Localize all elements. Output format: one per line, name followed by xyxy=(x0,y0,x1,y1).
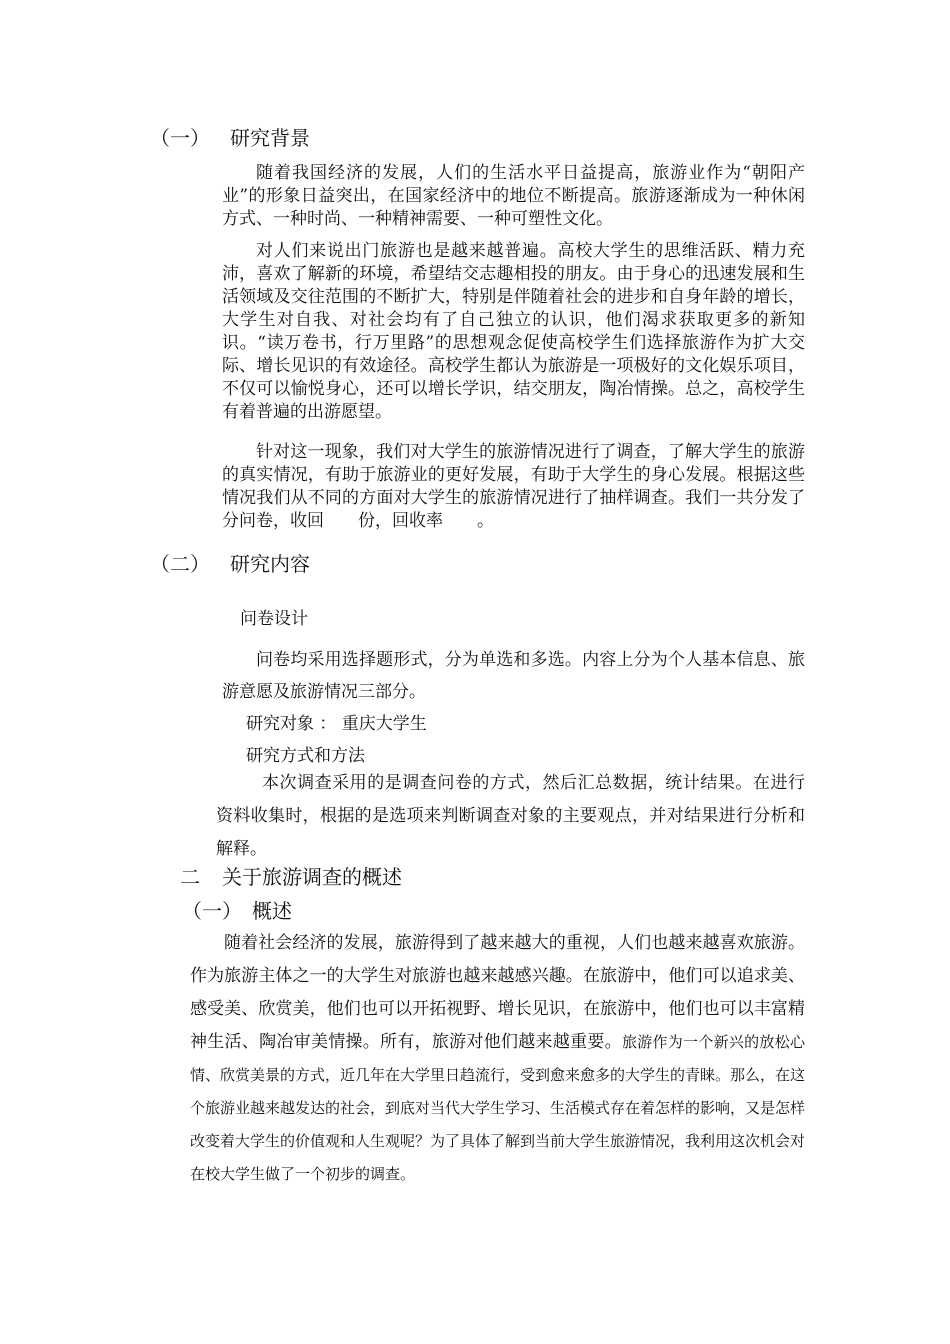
research-object: 研究对象 ： 重庆大学生 xyxy=(246,714,427,734)
section-number: （一） xyxy=(150,126,210,150)
section-heading-background xyxy=(150,122,310,151)
section-number: （一） xyxy=(182,899,242,923)
section-title: 研究内容 xyxy=(230,552,310,576)
paragraph-background-2: 对人们来说出门旅游也是越来越普遍。高校大学生的思维活跃、精力充沛，喜欢了解新的环境，希望结交志趣相投的朋友。由于身心的迅速发展和生活领域及交往范围的不断扩大，特别是伴随着社会的进步和自身年龄的增长，大学生对自我、对社会均有了自己独立的认识，他们渴求获取更多的新知识。“读万卷书，行万里路”的思想观念促使高校学生们选择旅游作为扩大交际、增长见识的有效途径。高校学生都认为旅游是一项极好的文化娱乐项目，不仅可以愉悦身心，还可以增长学识，结交朋友，陶冶情操。总之，高校学生有着普遍的出游愿望。 xyxy=(222,241,805,422)
section-title: 概述 xyxy=(252,899,292,923)
paragraph-questionnaire-design: 问卷均采用选择题形式，分为单选和多选。内容上分为个人基本信息、旅游意愿及旅游情况三部分。 xyxy=(222,650,805,702)
part-title: 关于旅游调查的概述 xyxy=(222,865,402,889)
paragraph-research-method: 本次调查采用的是调查问卷的方式，然后汇总数据，统计结果。在进行资料收集时，根据的是选项来判断调查对象的主要观点，并对结果进行分析和解释。 xyxy=(216,773,805,859)
subheading-research-method: 研究方式和方法 xyxy=(246,746,365,766)
section-number: （二） xyxy=(150,552,210,576)
section-title: 研究背景 xyxy=(230,126,310,150)
paragraph-overview xyxy=(190,927,805,1191)
section-heading-summary xyxy=(182,895,292,924)
subheading-questionnaire-design: 问卷设计 xyxy=(240,609,308,629)
part-heading-overview xyxy=(180,861,402,890)
paragraph-background-3: 针对这一现象，我们对大学生的旅游情况进行了调查，了解大学生的旅游的真实情况，有助于旅游业的更好发展，有助于大学生的身心发展。根据这些情况我们从不同的方面对大学生的旅游情况进行了抽样调查。我们一共分发了 分问卷，收回 份，回收率 。 xyxy=(222,442,839,531)
section-heading-content xyxy=(150,548,310,577)
paragraph-background-1: 随着我国经济的发展，人们的生活水平日益提高，旅游业作为“朝阳产业”的形象日益突出，在国家经济中的地位不断提高。旅游逐渐成为一种休闲方式、一种时尚、一种精神需要、一种可塑性文化。 xyxy=(222,163,805,229)
overview-text-main: 随着社会经济的发展，旅游得到了越来越大的重视，人们也越来越喜欢旅游。作为旅游主体之一的大学生对旅游也越来越感兴趣。在旅游中，他们可以追求美、感受美、欣赏美，他们也可以开拓视野、增长见识，在旅游中，他们也可以丰富精神生活、陶冶审美情操。所有，旅游对他们越来越重要。 xyxy=(190,933,805,1052)
overview-text-secondary: 旅游作为一个新兴的放松心情、欣赏美景的方式，近几年在大学里日趋流行，受到愈来愈多的大学生的青睐。那么，在这个旅游业越来越发达的社会，到底对当代大学生学习、生活模式存在着怎样的影响，又是怎样改变着大学生的价值观和人生观呢？为了具体了解到当前大学生旅游情况，我利用这次机会对在校大学生做了一个初步的调查。 xyxy=(190,1033,806,1183)
part-number: 二 xyxy=(180,865,200,889)
